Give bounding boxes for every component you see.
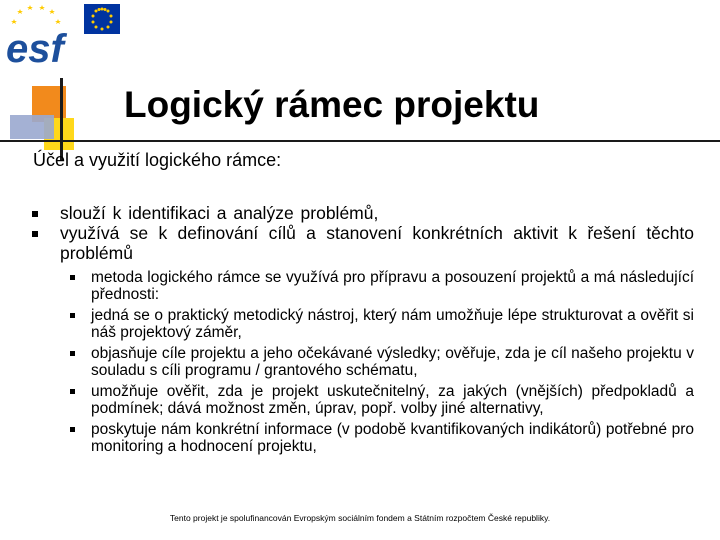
bullet-text: objasňuje cíle projektu a jeho očekávané výsledky; ověřuje, zda je cíl našeho projektu v souladu s cíli programu / grantového schématu,: [91, 345, 694, 379]
decor-vertical-line: [60, 78, 63, 160]
list-item: [60, 203, 694, 223]
square-bullet-icon: [70, 313, 75, 318]
square-bullet-icon: [70, 351, 75, 356]
list-item: [91, 383, 694, 417]
bullet-list-level2: [91, 269, 694, 459]
bullet-text: metoda logického rámce se využívá pro přípravu a posouzení projektů a má následující přednosti:: [91, 269, 694, 303]
esf-stars-icon: [11, 5, 61, 24]
list-item: [91, 421, 694, 455]
bullet-text: poskytuje nám konkrétní informace (v podobě kvantifikovaných indikátorů) potřebné pro monitoring a hodnocení projektu,: [91, 421, 694, 455]
square-bullet-icon: [70, 275, 75, 280]
square-bullet-icon: [32, 211, 38, 217]
bullet-text: umožňuje ověřit, zda je projekt uskutečnitelný, za jakých (vnějších) předpokladů a podmínek; dává možnost změn, úprav, popř. volby jiné alternativy,: [91, 383, 694, 417]
esf-logo: [2, 2, 122, 66]
list-item: [91, 345, 694, 379]
bullet-text: využívá se k definování cílů a stanovení konkrétních aktivit k řešení těchto problémů: [60, 223, 694, 263]
bullet-list-level1: [60, 203, 694, 263]
bullet-text: slouží k identifikaci a analýze problémů,: [60, 203, 379, 223]
list-item: [91, 307, 694, 341]
square-bullet-icon: [70, 389, 75, 394]
list-item: [60, 223, 694, 263]
bullet-text: jedná se o praktický metodický nástroj, který nám umožňuje lépe strukturovat a ověřit si náš projektový záměr,: [91, 307, 694, 341]
square-bullet-icon: [32, 231, 38, 237]
list-item: [91, 269, 694, 303]
decor-blue-square: [10, 115, 54, 139]
title-divider-line: [0, 140, 720, 142]
slide-subtitle: Účel a využití logického rámce:: [33, 150, 282, 170]
esf-wordmark: esf: [6, 27, 64, 66]
eu-flag-icon: [84, 4, 120, 34]
square-bullet-icon: [70, 427, 75, 432]
slide-title: Logický rámec projektu: [124, 84, 540, 125]
footer-note: Tento projekt je spolufinancován Evropským sociálním fondem a Státním rozpočtem České republiky.: [169, 513, 551, 523]
esf-logo-graphic: [2, 2, 122, 66]
